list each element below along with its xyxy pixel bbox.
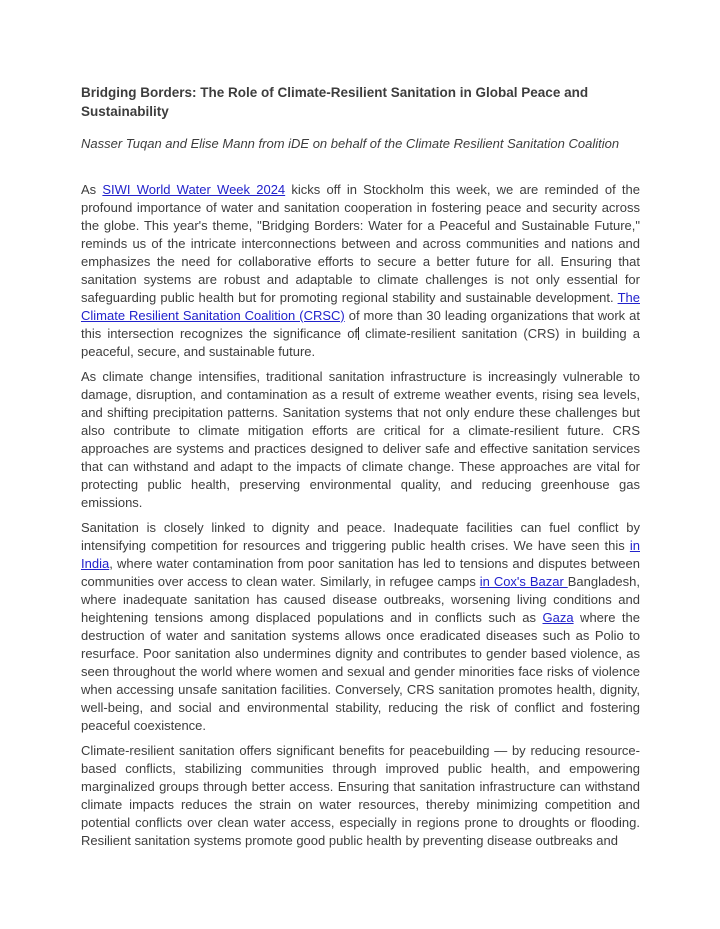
paragraph-text: , where water contamination from poor sanitation has led to tensions and disputes between communities over access to clean water. Similarly, in refugee camps [81,556,640,589]
document-byline: Nasser Tuqan and Elise Mann from iDE on behalf of the Climate Resilient Sanitation Coalition [81,136,620,151]
hyperlink[interactable]: SIWI World Water Week 2024 [102,182,286,197]
paragraph-text: Climate-resilient sanitation offers significant benefits for peacebuilding — by reducing resource-based conflicts, stabilizing communities through improved public health, and empowering marginalized groups through better access. Ensuring that sanitation infrastructure can withstand climate impacts reduces the strain on water resources, thereby minimizing competition and potential conflicts over clean water access, especially in regions prone to droughts or flooding. Resilient sanitation systems promote good public health by preventing disease outbreaks and [81,743,640,848]
document-body [81,181,640,850]
document-title: Bridging Borders: The Role of Climate-Resilient Sanitation in Global Peace and Sustainability [81,85,589,119]
paragraph-text: where the destruction of water and sanitation systems allows once eradicated diseases such as Polio to resurface. Poor sanitation also undermines dignity and contributes to gender based violence, as seen throughout the world where women and sexual and gender minorities face risks of violence when accessing unsafe sanitation facilities. Conversely, CRS sanitation promotes health, dignity, well-being, and social and environmental stability, reducing the risk of conflict and fostering peaceful coexistence. [81,610,640,733]
paragraph [81,742,640,850]
paragraph [81,181,640,361]
paragraph [81,519,640,735]
paragraph-text: As [81,182,103,197]
document-content [81,83,640,857]
paragraph [81,368,640,512]
hyperlink[interactable]: Gaza [542,610,574,625]
paragraph-text: of more than 30 leading organizations that work at this intersection recognizes the significance of [81,308,640,341]
paragraph-text: As climate change intensifies, traditional sanitation infrastructure is increasingly vulnerable to damage, disruption, and contamination as a result of extreme weather events, rising sea levels, and shifting precipitation patterns. Sanitation systems that not only endure these challenges but also contribute to climate mitigation efforts are critical for a climate-resilient future. CRS approaches are systems and practices designed to deliver safe and effective sanitation services that can withstand and adapt to the impacts of climate change. These approaches are vital for protecting public health, preserving environmental quality, and reducing greenhouse gas emissions. [81,369,640,510]
paragraph-text: kicks off in Stockholm this week, we are reminded of the profound importance of water and sanitation cooperation in fostering peace and security across the globe. This year's theme, "Bridging Borders: Water for a Peaceful and Sustainable Future," reminds us of the intricate interconnections between and across communities and nations and emphasizes the need for collaborative efforts to secure a better future for all. Ensuring that sanitation systems are robust and adaptable to climate challenges is not only essential for safeguarding public health but for promoting regional stability and sustainable development. [81,182,640,305]
paragraph-text: Sanitation is closely linked to dignity and peace. Inadequate facilities can fuel conflict by intensifying competition for resources and triggering public health crises. We have seen this [81,520,640,553]
hyperlink[interactable]: in India [81,538,640,571]
paragraph-text: climate-resilient sanitation (CRS) in building a peaceful, secure, and sustainable future. [81,326,641,359]
hyperlink[interactable]: in Cox's Bazar [479,574,568,589]
hyperlink[interactable]: The Climate Resilient Sanitation Coalition (CRSC) [81,290,640,323]
paragraph-text: Bangladesh, where inadequate sanitation has caused disease outbreaks, worsening living conditions and heightening tensions among displaced populations and in conflicts such as [81,574,640,625]
